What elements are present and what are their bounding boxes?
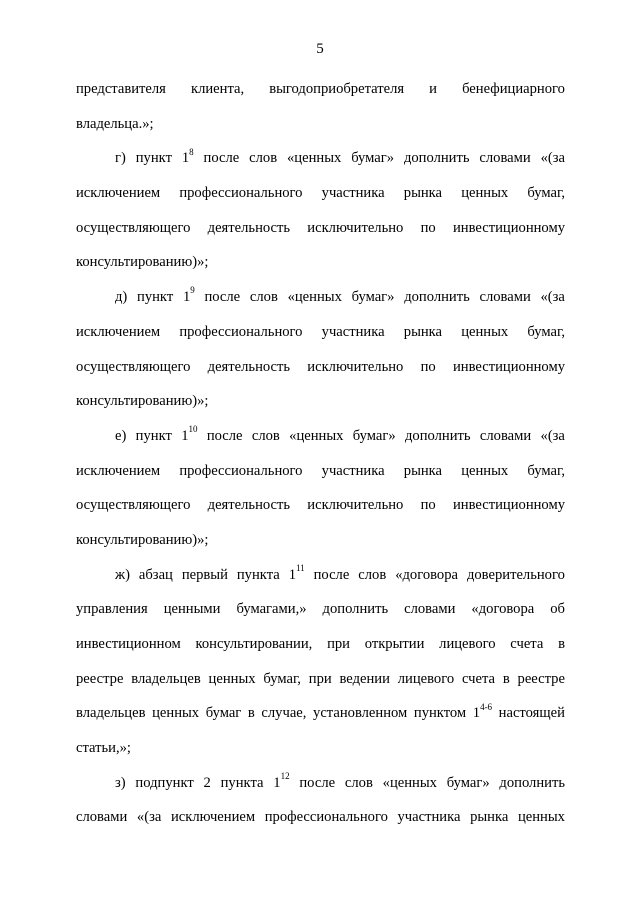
text-line: исключением профессионального участника рынка ценных бумаг, [76,185,565,202]
text-line: консультированию)»; [76,531,209,548]
text-line: инвестиционном консультировании, при открытии лицевого счета в [76,636,565,652]
text-line: консультированию)»; [76,393,209,410]
text-line: з) подпункт 2 пункта $1^{12}$ после слов «ценных бумаг» дополнить [115,770,565,791]
text-line: представителя клиента, выгодоприобретателя и бенефициарного [76,81,565,97]
page-number: 5 [316,41,324,57]
text-line: статьи,»; [76,740,131,757]
document-body [76,72,565,835]
text-line: осуществляющего деятельность исключительно по инвестиционному [76,497,565,514]
text-line: словами «(за исключением профессионального участника рынка ценных [76,809,565,826]
text-line: е) пункт $1^{10}$ после слов «ценных бумаг» дополнить словами «(за [115,424,565,444]
text-line: осуществляющего деятельность исключительно по инвестиционному [76,358,565,375]
text-line: владельцев ценных бумаг в случае, установленном пунктом 1$^{4-6}$ настоящей [76,701,565,722]
text-line: владельца.»; [76,115,154,132]
text-line: управления ценными бумагами,» дополнить словами «договора об [76,601,565,618]
text-line: осуществляющего деятельность исключительно по инвестиционному [76,219,565,236]
text-line: д) пункт $1^9$ после слов «ценных бумаг» дополнить словами «(за [115,285,565,306]
text-line: исключением профессионального участника рынка ценных бумаг, [76,462,565,479]
text-line: консультированию)»; [76,254,209,271]
text-line: исключением профессионального участника рынка ценных бумаг, [76,323,565,340]
text-line: реестре владельцев ценных бумаг, при ведении лицевого счета в реестре [76,670,565,687]
text-line: ж) абзац первый пункта $1^{11}$ после слов «договора доверительного [115,562,565,583]
text-line: г) пункт $1^8$ после слов «ценных бумаг» дополнить словами «(за [115,146,565,167]
